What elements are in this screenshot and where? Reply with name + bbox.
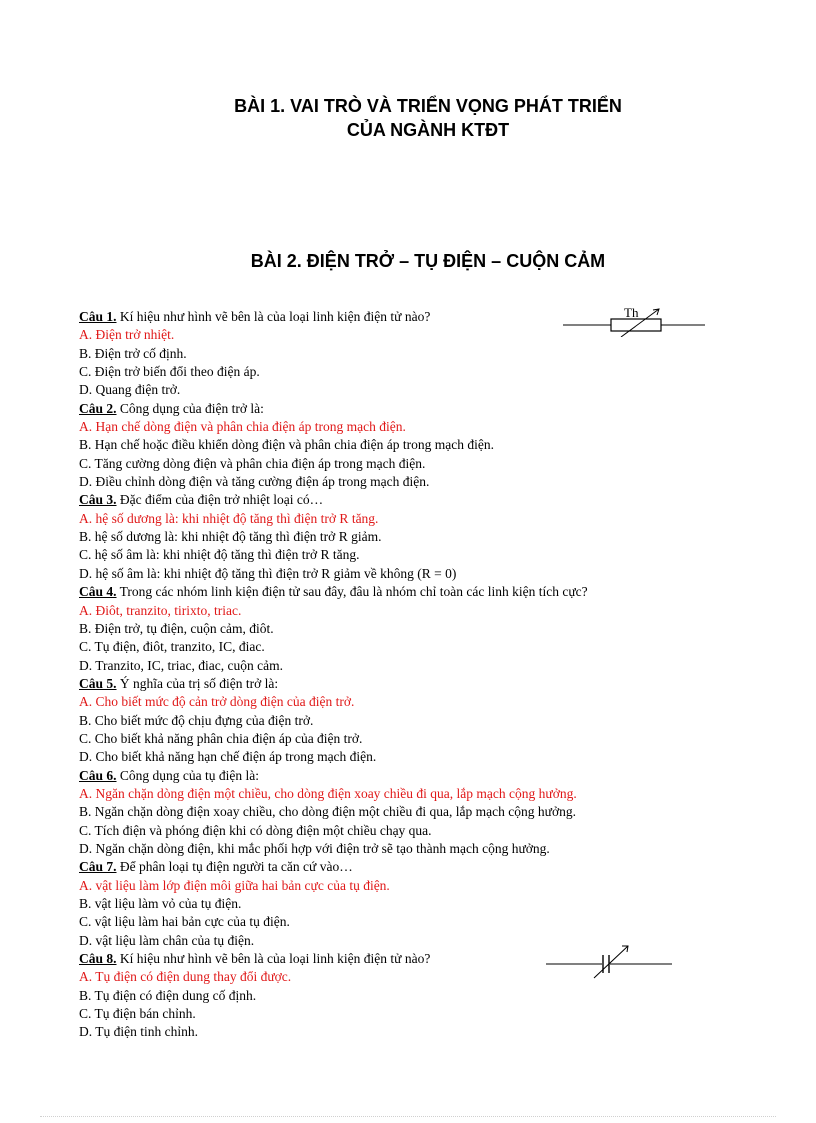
question-text: Ý nghĩa của trị số điện trở là: [116,675,279,691]
answer-option: D. Tranzito, IC, triac, điac, cuộn cảm. [79,657,283,673]
answer-option: D. Điều chỉnh dòng điện và tăng cường điện áp trong mạch điện. [79,474,430,490]
lesson-2-heading: BÀI 2. ĐIỆN TRỞ – TỤ ĐIỆN – CUỘN CẢM [250,251,606,271]
answer-option: B. Điện trở, tụ điện, cuộn cảm, điôt. [79,620,274,636]
answer-option: C. vật liệu làm hai bản cực của tụ điện. [79,914,290,930]
answer-option: C. Tăng cường dòng điện và phân chia điện áp trong mạch điện. [79,455,426,471]
answer-option: C. Tụ điện bán chỉnh. [79,1006,196,1022]
question-2 [79,400,719,418]
answer-option: B. hệ số dương là: khi nhiệt độ tăng thì điện trở R giảm. [79,529,382,545]
thermistor-label: Th [624,305,639,320]
lesson-1-title-line-1: BÀI 1. VAI TRÒ VÀ TRIỂN VỌNG PHÁT TRIỂN [234,96,622,116]
answer-option: B. vật liệu làm vỏ của tụ điện. [79,896,242,911]
answer-option-correct: A. Điện trở nhiệt. [79,327,175,343]
answer-option-correct: A. hệ số dương là: khi nhiệt độ tăng thì điện trở R tăng. [79,510,379,526]
answer-option: C. Cho biết khả năng phân chia điện áp của điện trở. [79,730,363,746]
question-number: Câu 1. [79,309,117,324]
answer-option-correct: A. Tụ điện có điện dung thay đổi được. [79,969,292,985]
question-1 [79,308,719,326]
answer-option: C. Tụ điện, điôt, tranzito, IC, điac. [79,639,265,655]
question-number: Câu 3. [79,492,117,508]
answer-option: B. Hạn chế hoặc điều khiển dòng điện và phân chia điện áp trong mạch điện. [79,437,494,453]
answer-option: B. Tụ điện có điện dung cố định. [79,987,257,1003]
question-7 [79,858,719,876]
answer-option: D. Quang điện trở. [79,382,181,398]
question-5 [79,675,719,693]
question-8 [79,950,719,968]
question-4 [79,583,719,601]
answer-option: D. Ngăn chặn dòng điện, khi mắc phối hợp với điện trở sẽ tạo thành mạch cộng hưởng. [79,840,550,856]
answer-option: C. Tích điện và phóng điện khi có dòng điện một chiều chạy qua. [79,822,432,838]
answer-option: D. vật liệu làm chân của tụ điện. [79,932,255,948]
answer-option: C. Điện trở biến đổi theo điện áp. [79,364,260,380]
question-text: Kí hiệu như hình vẽ bên là của loại linh kiện điện tử nào? [116,309,431,324]
answer-option-correct: A. vật liệu làm lớp điện môi giữa hai bản cực của tụ điện. [79,877,390,893]
answer-option: C. hệ số âm là: khi nhiệt độ tăng thì điện trở R tăng. [79,547,360,563]
answer-option: D. Tụ điện tinh chỉnh. [79,1024,198,1040]
question-number: Câu 5. [79,675,117,691]
question-text: Trong các nhóm linh kiện điện tử sau đây, đâu là nhóm chỉ toàn các linh kiện tích cực? [116,584,588,600]
question-text: Công dụng của tụ điện là: [116,767,259,783]
question-text: Để phân loại tụ điện người ta căn cứ vào… [116,859,353,875]
answer-option-correct: A. Cho biết mức độ cản trở dòng điện của điện trở. [79,694,355,710]
question-number: Câu 7. [79,859,117,875]
answer-option-correct: A. Ngăn chặn dòng điện một chiều, cho dòng điện xoay chiều đi qua, lắp mạch cộng hưởng. [79,785,577,801]
answer-option: B. Ngăn chặn dòng điện xoay chiều, cho dòng điện một chiều đi qua, lắp mạch cộng hưởng. [79,804,576,820]
question-list [79,308,719,1042]
question-number: Câu 4. [79,584,117,600]
lesson-1-heading [0,94,816,142]
page-bottom-divider [40,1116,776,1117]
question-number: Câu 6. [79,767,117,783]
question-text: Công dụng của điện trở là: [116,400,264,416]
answer-option-correct: A. Điôt, tranzito, tirixto, triac. [79,602,242,618]
question-text: Đặc điểm của điện trở nhiệt loại có… [116,492,324,508]
answer-option: D. hệ số âm là: khi nhiệt độ tăng thì điện trở R giảm về không (R = 0) [79,565,457,581]
question-number: Câu 8. [79,951,117,967]
question-number: Câu 2. [79,400,117,416]
answer-option: B. Cho biết mức độ chịu đựng của điện trở. [79,712,314,728]
question-text: Kí hiệu như hình vẽ bên là của loại linh kiện điện tử nào? [116,951,431,967]
answer-option: D. Cho biết khả năng hạn chế điện áp trong mạch điện. [79,749,377,765]
answer-option: B. Điện trở cố định. [79,345,187,361]
question-3 [79,491,719,509]
question-6 [79,767,719,785]
answer-option-correct: A. Hạn chế dòng điện và phân chia điện áp trong mạch điện. [79,419,406,435]
lesson-1-title-line-2: CỦA NGÀNH KTĐT [346,120,510,140]
